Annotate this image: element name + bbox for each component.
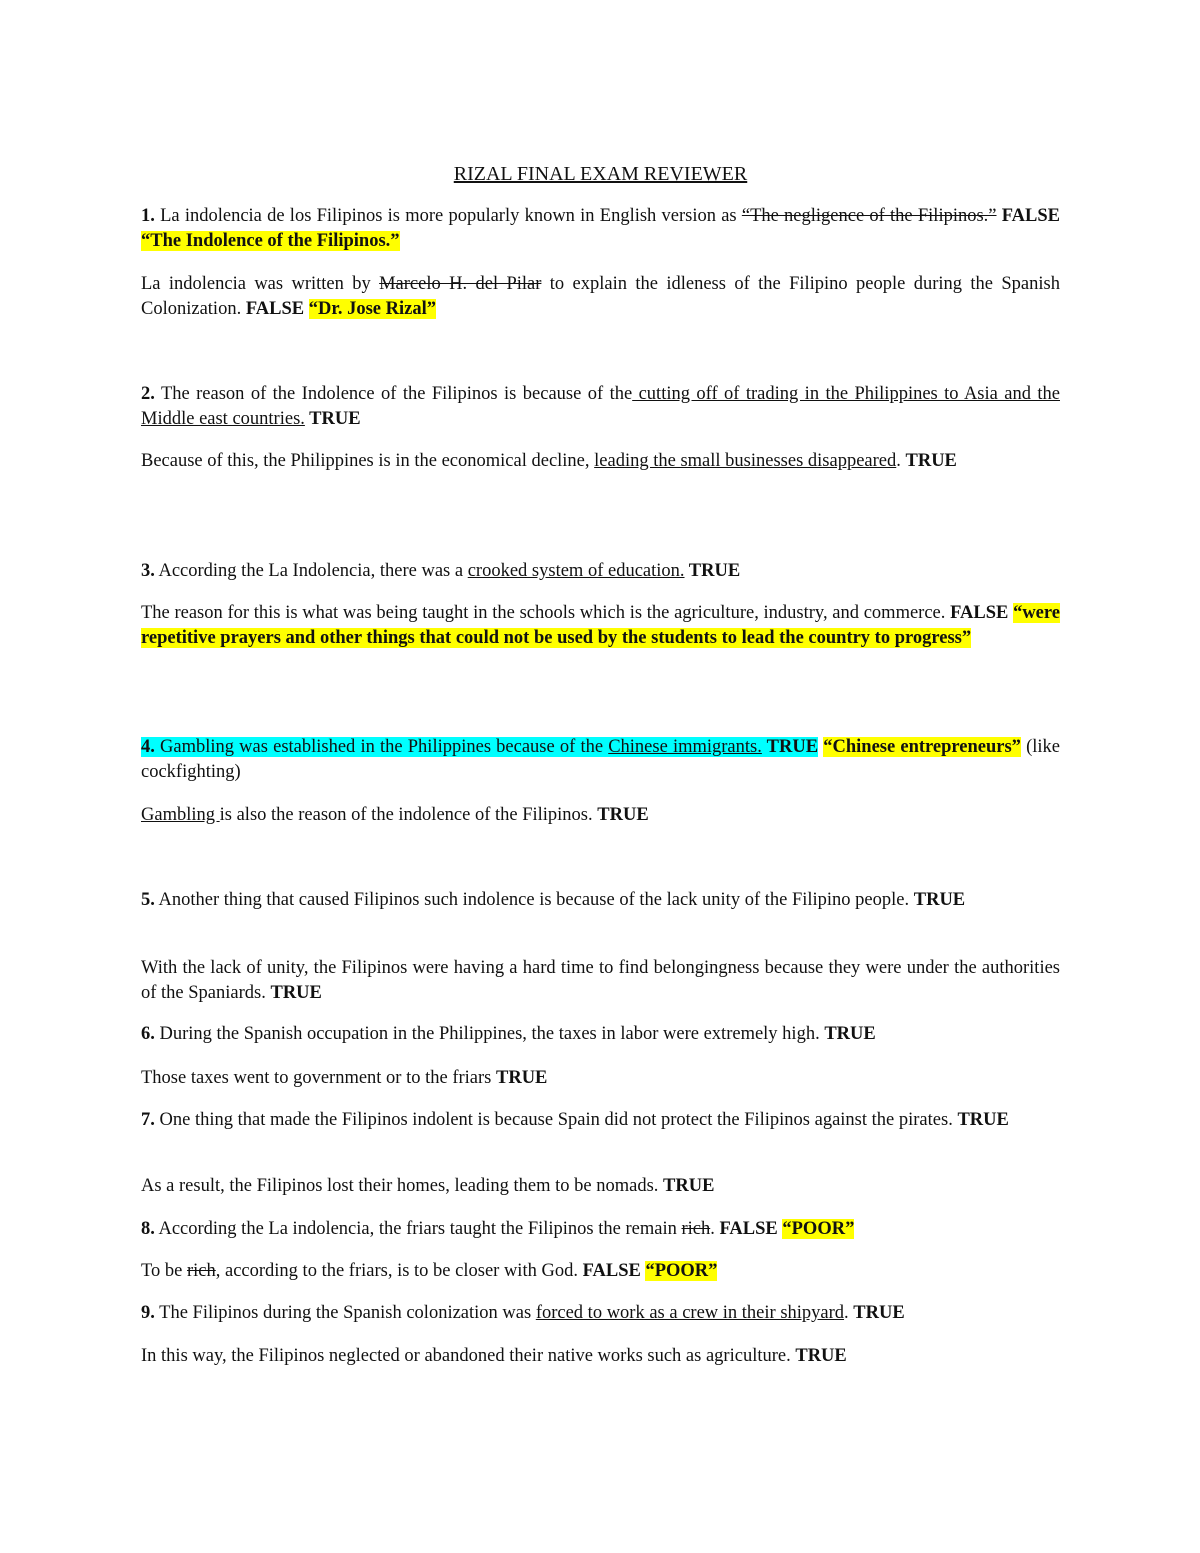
item-6-statement: 6. During the Spanish occupation in the Philippines, the taxes in labor were extremely high. TRUE	[141, 1024, 876, 1044]
item-1-followup: La indolencia was written by Marcelo H. del Pilar to explain the idleness of the Filipino people during the Spanish Colonization. FALSE “Dr. Jose Rizal”	[141, 274, 1060, 319]
verdict: TRUE	[663, 1176, 715, 1196]
verdict: TRUE	[684, 561, 741, 581]
page-title: RIZAL FINAL EXAM REVIEWER	[453, 163, 748, 185]
underlined-text: crooked system of education.	[467, 561, 685, 581]
verdict: TRUE	[304, 409, 361, 429]
verdict: TRUE	[824, 1024, 876, 1044]
item-number: 8.	[141, 1219, 155, 1239]
highlighted-answer: “Chinese entrepreneurs”	[823, 737, 1021, 757]
verdict: TRUE	[761, 737, 819, 757]
struck-text: rich	[681, 1219, 711, 1239]
highlighted-answer: “The Indolence of the Filipinos.”	[141, 231, 400, 251]
item-5-statement: 5. Another thing that caused Filipinos such indolence is because of the lack unity of the Filipino people. TRUE	[141, 890, 966, 910]
underlined-text: forced to work as a crew in their shipyard	[535, 1303, 845, 1323]
highlighted-answer: “were repetitive prayers and other things that could not be used by the students to lead the country to progress”	[141, 603, 1060, 648]
item-number: 6.	[141, 1024, 155, 1044]
struck-text: rich	[186, 1261, 216, 1281]
verdict: TRUE	[795, 1346, 847, 1366]
item-1-statement: 1. La indolencia de los Filipinos is more popularly known in English version as “The negligence of the Filipinos.” FALSE “The Indolence of the Filipinos.”	[141, 206, 1060, 251]
item-9-followup: In this way, the Filipinos neglected or abandoned their native works such as agriculture. TRUE	[141, 1346, 847, 1366]
cyan-highlight: 4. Gambling was established in the Philippines because of the Chinese immigrants. TRUE	[141, 737, 819, 757]
item-9-statement: 9. The Filipinos during the Spanish colonization was forced to work as a crew in their shipyard. TRUE	[141, 1303, 905, 1323]
item-number: 1.	[141, 206, 155, 226]
item-7-followup: As a result, the Filipinos lost their homes, leading them to be nomads. TRUE	[141, 1176, 715, 1196]
verdict: FALSE	[582, 1261, 646, 1281]
item-4-statement: 4. Gambling was established in the Philippines because of the Chinese immigrants. TRUE “Chinese entrepreneurs” (like cockfighting)	[141, 737, 1060, 782]
document-page	[141, 0, 1060, 1553]
verdict: TRUE	[270, 983, 322, 1003]
struck-text: “The negligence of the Filipinos.”	[741, 206, 997, 226]
item-number: 5.	[141, 890, 155, 910]
item-3-statement: 3. According the La Indolencia, there was a crooked system of education. TRUE	[141, 561, 741, 581]
item-6-followup: Those taxes went to government or to the friars TRUE	[141, 1068, 548, 1088]
struck-text: Marcelo H. del Pilar	[379, 274, 542, 294]
highlighted-answer: “POOR”	[782, 1219, 855, 1239]
verdict: TRUE	[913, 890, 966, 910]
highlighted-answer: “Dr. Jose Rizal”	[308, 299, 436, 319]
item-8-statement: 8. According the La indolencia, the friars taught the Filipinos the remain rich. FALSE “POOR”	[141, 1219, 855, 1239]
verdict: FALSE	[996, 206, 1060, 226]
verdict: TRUE	[496, 1068, 548, 1088]
item-2-statement: 2. The reason of the Indolence of the Filipinos is because of the cutting off of trading in the Philippines to Asia and the Middle east countries. TRUE	[141, 384, 1060, 429]
underlined-text: leading the small businesses disappeared	[594, 451, 897, 471]
item-number: 4.	[141, 737, 155, 757]
verdict: TRUE	[905, 451, 957, 471]
verdict: FALSE	[950, 603, 1014, 623]
highlighted-answer: “POOR”	[645, 1261, 718, 1281]
verdict: FALSE	[245, 299, 309, 319]
verdict: TRUE	[597, 805, 649, 825]
verdict: TRUE	[957, 1110, 1009, 1130]
item-4-followup: Gambling is also the reason of the indolence of the Filipinos. TRUE	[141, 805, 649, 825]
underlined-text: Chinese immigrants.	[608, 737, 762, 757]
item-7-statement: 7. One thing that made the Filipinos indolent is because Spain did not protect the Filipinos against the pirates. TRUE	[141, 1110, 1009, 1130]
item-number: 9.	[141, 1303, 155, 1323]
item-5-followup: With the lack of unity, the Filipinos were having a hard time to find belongingness because they were under the authorities of the Spaniards. TRUE	[141, 958, 1060, 1003]
underlined-text: cutting off of trading in the Philippines to Asia and the Middle east countries.	[141, 384, 1060, 429]
item-8-followup: To be rich, according to the friars, is to be closer with God. FALSE “POOR”	[141, 1261, 718, 1281]
underlined-text: Gambling	[141, 805, 220, 825]
item-number: 2.	[141, 384, 155, 404]
verdict: FALSE	[719, 1219, 783, 1239]
item-number: 3.	[141, 561, 155, 581]
item-3-followup: The reason for this is what was being taught in the schools which is the agriculture, industry, and commerce. FALSE “were repetitive prayers and other things that could not be used by the students to lead the country to progress”	[141, 603, 1060, 648]
item-number: 7.	[141, 1110, 155, 1130]
verdict: TRUE	[853, 1303, 905, 1323]
item-2-followup: Because of this, the Philippines is in the economical decline, leading the small businesses disappeared. TRUE	[141, 451, 957, 471]
